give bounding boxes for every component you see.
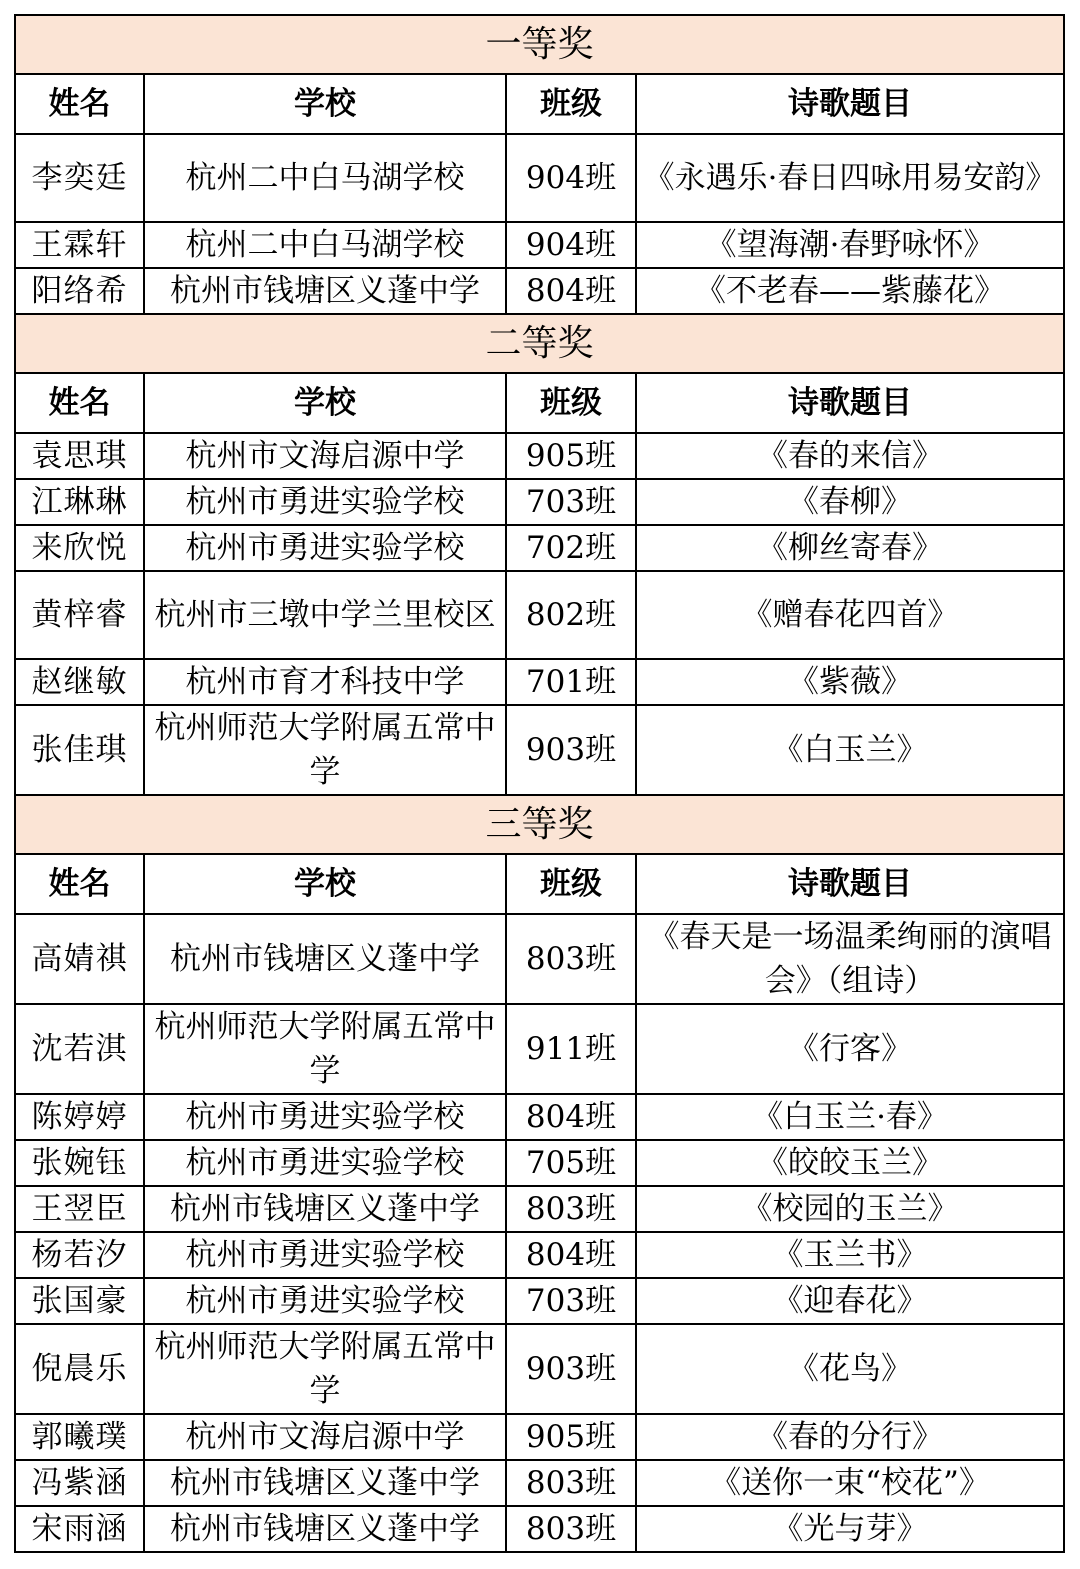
student-name: 倪晨乐 [15,1324,144,1414]
class-name: 703班 [506,479,636,525]
table-row [15,705,1064,795]
class-name: 904班 [506,222,636,268]
table-row [15,433,1064,479]
table-row [15,1004,1064,1094]
class-name: 804班 [506,268,636,314]
student-name: 赵继敏 [15,659,144,705]
class-name: 803班 [506,1506,636,1552]
table-row [15,1506,1064,1552]
student-name: 王霖轩 [15,222,144,268]
school-name: 杭州市文海启源中学 [144,1414,506,1460]
student-name: 来欣悦 [15,525,144,571]
table-row [15,914,1064,1004]
student-name: 阳络希 [15,268,144,314]
poem-title: 《行客》 [636,1004,1064,1094]
table-row [15,1414,1064,1460]
class-name: 702班 [506,525,636,571]
class-name: 803班 [506,1186,636,1232]
poem-title: 《紫薇》 [636,659,1064,705]
student-name: 张婉钰 [15,1140,144,1186]
poem-title: 《春的分行》 [636,1414,1064,1460]
school-name: 杭州市钱塘区义蓬中学 [144,268,506,314]
class-name: 803班 [506,1460,636,1506]
table-row [15,659,1064,705]
class-name: 701班 [506,659,636,705]
poem-title: 《春的来信》 [636,433,1064,479]
table-row [15,1140,1064,1186]
school-name: 杭州市文海启源中学 [144,433,506,479]
student-name: 张佳琪 [15,705,144,795]
col-header-poem: 诗歌题目 [636,74,1064,134]
poem-title: 《送你一束“校花”》 [636,1460,1064,1506]
school-name: 杭州市勇进实验学校 [144,1140,506,1186]
table-row [15,1324,1064,1414]
school-name: 杭州市勇进实验学校 [144,525,506,571]
student-name: 江琳琳 [15,479,144,525]
table-row [15,1232,1064,1278]
third-prize-header-row [15,795,1064,854]
school-name: 杭州市勇进实验学校 [144,1094,506,1140]
poem-title: 《赠春花四首》 [636,571,1064,659]
awards-table [14,14,1065,1553]
poem-title: 《不老春——紫藤花》 [636,268,1064,314]
student-name: 黄梓睿 [15,571,144,659]
table-row [15,571,1064,659]
class-name: 903班 [506,705,636,795]
table-row [15,1094,1064,1140]
third-prize-title: 三等奖 [15,795,1064,854]
student-name: 李奕廷 [15,134,144,222]
class-name: 905班 [506,1414,636,1460]
school-name: 杭州师范大学附属五常中学 [144,1324,506,1414]
class-name: 911班 [506,1004,636,1094]
poem-title: 《玉兰书》 [636,1232,1064,1278]
class-name: 904班 [506,134,636,222]
poem-title: 《校园的玉兰》 [636,1186,1064,1232]
table-row [15,1278,1064,1324]
student-name: 袁思琪 [15,433,144,479]
col-header-school: 学校 [144,373,506,433]
school-name: 杭州市钱塘区义蓬中学 [144,1460,506,1506]
student-name: 宋雨涵 [15,1506,144,1552]
poem-title: 《光与芽》 [636,1506,1064,1552]
table-row [15,222,1064,268]
poem-title: 《花鸟》 [636,1324,1064,1414]
school-name: 杭州市钱塘区义蓬中学 [144,1506,506,1552]
first-prize-title: 一等奖 [15,15,1064,74]
col-header-class: 班级 [506,854,636,914]
col-header-class: 班级 [506,74,636,134]
class-name: 905班 [506,433,636,479]
class-name: 705班 [506,1140,636,1186]
class-name: 804班 [506,1094,636,1140]
school-name: 杭州师范大学附属五常中学 [144,705,506,795]
col-header-school: 学校 [144,854,506,914]
school-name: 杭州二中白马湖学校 [144,134,506,222]
class-name: 803班 [506,914,636,1004]
student-name: 王翌臣 [15,1186,144,1232]
table-row [15,268,1064,314]
col-header-poem: 诗歌题目 [636,373,1064,433]
table-row [15,1460,1064,1506]
student-name: 张国豪 [15,1278,144,1324]
class-name: 903班 [506,1324,636,1414]
first-prize-header-row [15,15,1064,74]
poem-title: 《皎皎玉兰》 [636,1140,1064,1186]
table-row [15,525,1064,571]
student-name: 沈若淇 [15,1004,144,1094]
poem-title: 《望海潮·春野咏怀》 [636,222,1064,268]
table-row [15,134,1064,222]
poem-title: 《迎春花》 [636,1278,1064,1324]
second-prize-title: 二等奖 [15,314,1064,373]
school-name: 杭州市钱塘区义蓬中学 [144,914,506,1004]
col-header-school: 学校 [144,74,506,134]
school-name: 杭州师范大学附属五常中学 [144,1004,506,1094]
school-name: 杭州市勇进实验学校 [144,479,506,525]
poem-title: 《柳丝寄春》 [636,525,1064,571]
school-name: 杭州市钱塘区义蓬中学 [144,1186,506,1232]
col-header-name: 姓名 [15,74,144,134]
class-name: 802班 [506,571,636,659]
col-header-class: 班级 [506,373,636,433]
student-name: 郭曦璞 [15,1414,144,1460]
table-row [15,479,1064,525]
class-name: 804班 [506,1232,636,1278]
class-name: 703班 [506,1278,636,1324]
col-header-name: 姓名 [15,854,144,914]
poem-title: 《春天是一场温柔绚丽的演唱会》（组诗） [636,914,1064,1004]
school-name: 杭州市三墩中学兰里校区 [144,571,506,659]
column-header-row [15,854,1064,914]
school-name: 杭州市育才科技中学 [144,659,506,705]
col-header-poem: 诗歌题目 [636,854,1064,914]
school-name: 杭州二中白马湖学校 [144,222,506,268]
student-name: 冯紫涵 [15,1460,144,1506]
school-name: 杭州市勇进实验学校 [144,1278,506,1324]
school-name: 杭州市勇进实验学校 [144,1232,506,1278]
column-header-row [15,373,1064,433]
second-prize-header-row [15,314,1064,373]
student-name: 高婧祺 [15,914,144,1004]
col-header-name: 姓名 [15,373,144,433]
student-name: 杨若汐 [15,1232,144,1278]
student-name: 陈婷婷 [15,1094,144,1140]
poem-title: 《白玉兰·春》 [636,1094,1064,1140]
column-header-row [15,74,1064,134]
poem-title: 《白玉兰》 [636,705,1064,795]
table-row [15,1186,1064,1232]
poem-title: 《春柳》 [636,479,1064,525]
poem-title: 《永遇乐·春日四咏用易安韵》 [636,134,1064,222]
